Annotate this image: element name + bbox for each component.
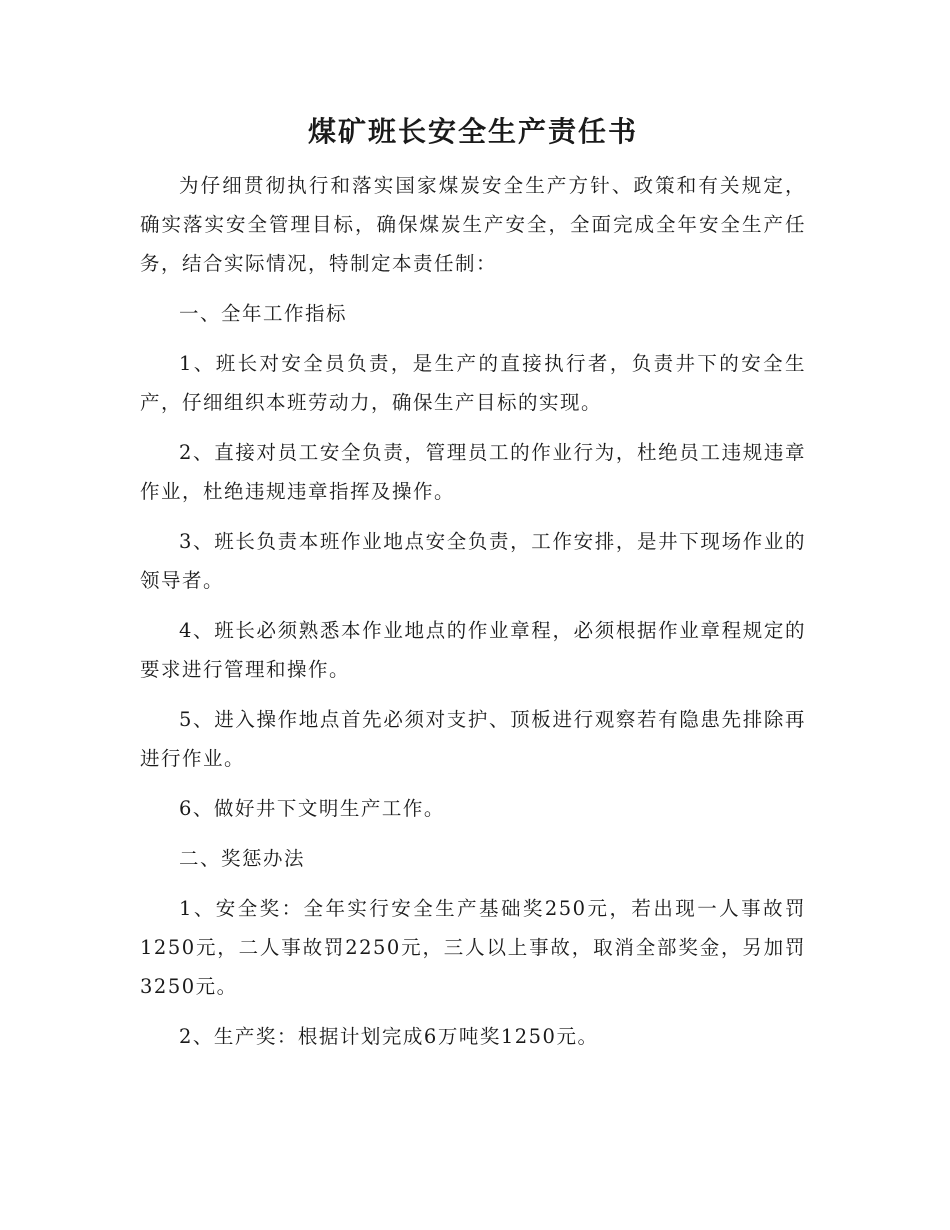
target-item-4: 4、班长必须熟悉本作业地点的作业章程，必须根据作业章程规定的要求进行管理和操作。 [140, 619, 806, 681]
target-item-3: 3、班长负责本班作业地点安全负责，工作安排，是井下现场作业的领导者。 [140, 530, 806, 592]
target-item-5: 5、进入操作地点首先必须对支护、顶板进行观察若有隐患先排除再进行作业。 [140, 708, 806, 770]
target-item-2: 2、直接对员工安全负责，管理员工的作业行为，杜绝员工违规违章作业，杜绝违规违章指挥及操作。 [140, 441, 806, 503]
reward-item-2: 2、生产奖：根据计划完成6万吨奖1250元。 [179, 1025, 599, 1048]
document-title: 煤矿班长安全生产责任书 [307, 115, 638, 148]
intro-paragraph: 为仔细贯彻执行和落实国家煤炭安全生产方针、政策和有关规定，确实落实安全管理目标，确保煤炭生产安全，全面完成全年安全生产任务，结合实际情况，特制定本责任制： [140, 174, 806, 275]
target-item-1: 1、班长对安全员负责，是生产的直接执行者，负责井下的安全生产，仔细组织本班劳动力，确保生产目标的实现。 [140, 352, 806, 414]
target-item-6: 6、做好井下文明生产工作。 [179, 797, 445, 820]
reward-item-1: 1、安全奖：全年实行安全生产基础奖250元，若出现一人事故罚1250元，二人事故罚2250元，三人以上事故，取消全部奖金，另加罚3250元。 [140, 897, 806, 998]
section-heading-annual-targets: 一、全年工作指标 [179, 302, 348, 325]
section-heading-rewards-penalties: 二、奖惩办法 [179, 847, 306, 870]
document-page [140, 112, 806, 1056]
